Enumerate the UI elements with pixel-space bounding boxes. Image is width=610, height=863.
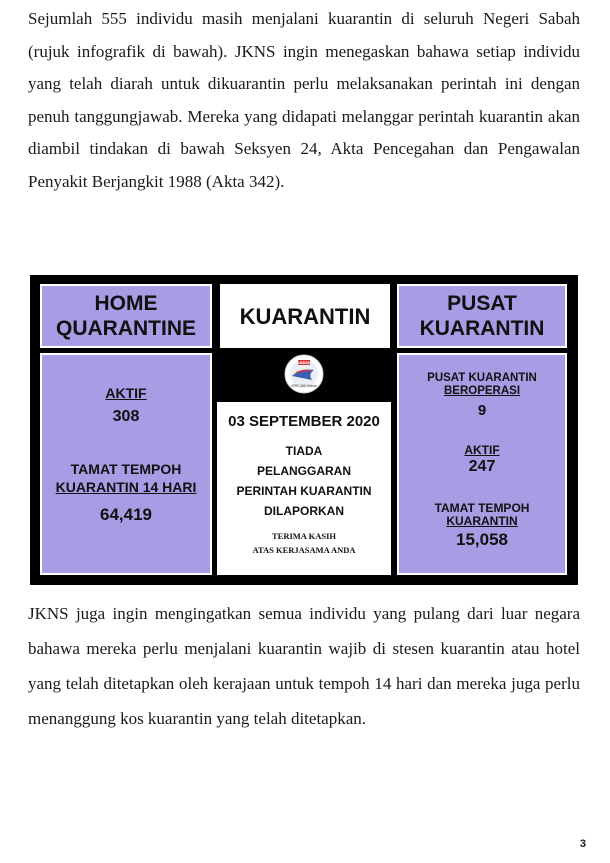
beroperasi-line2: BEROPERASI <box>443 385 521 397</box>
cprc-sabah-logo-icon <box>284 354 324 394</box>
thanks-line2: ATAS KERJASAMA ANDA <box>252 545 356 555</box>
home-tamat-value: 64,419 <box>100 505 152 524</box>
logo-text-top: SABAH <box>297 361 311 366</box>
pusat-title-line1: PUSAT <box>447 292 517 315</box>
pusat-tamat-line2: KUARANTIN <box>446 514 518 528</box>
home-tamat-line2: KUARANTIN 14 HARI <box>55 479 197 495</box>
home-title-line2: QUARANTINE <box>56 317 196 340</box>
paragraph-travel-quarantine: JKNS juga ingin mengingatkan semua individu yang pulang dari luar negara bahawa mereka perlu menjalani kuarantin wajib di stesen kuarantin atau hotel yang telah ditetapkan oleh kerajaan untuk tempoh 14 hari dan mereka juga perlu menanggung kos kuarantin yang telah ditetapkan. <box>28 604 580 728</box>
message-line2: PELANGGARAN <box>256 464 351 478</box>
center-announcement-panel <box>217 402 391 575</box>
thanks-line1: TERIMA KASIH <box>272 531 336 541</box>
pusat-tamat-value: 15,058 <box>456 530 508 549</box>
pusat-aktif-value: 247 <box>468 458 496 475</box>
home-quarantine-header <box>40 284 212 348</box>
page-number: 3 <box>579 838 586 850</box>
pusat-kuarantin-header <box>397 284 567 348</box>
pusat-kuarantin-panel <box>397 353 567 575</box>
paragraph-quarantine-count: Sejumlah 555 individu masih menjalani kuarantin di seluruh Negeri Sabah (rujuk infografik di bawah). JKNS ingin menegaskan bahawa setiap individu yang telah diarah untuk dikuarantin perlu melaksanakan perintah ini dengan penuh tanggungjawab. Mereka yang didapati melanggar perintah kuarantin akan diambil tindakan di bawah Seksyen 24, Akta Pencegahan dan Pengawalan Penyakit Berjangkit 1988 (Akta 342). <box>28 9 580 191</box>
logo-text-bottom: CPRC JKN Sabah <box>291 384 317 388</box>
kuarantin-title: KUARANTIN <box>239 303 371 329</box>
message-line3: PERINTAH KUARANTIN <box>236 484 372 498</box>
report-date: 03 SEPTEMBER 2020 <box>228 413 380 430</box>
pusat-title-line2: KUARANTIN <box>419 317 545 340</box>
kuarantin-header <box>220 284 390 348</box>
home-tamat-line1: TAMAT TEMPOH <box>70 461 182 477</box>
message-line1: TIADA <box>285 444 323 458</box>
home-aktif-label: AKTIF <box>105 385 147 401</box>
pusat-tamat-line1: TAMAT TEMPOH <box>434 501 530 515</box>
message-line4: DILAPORKAN <box>264 504 344 518</box>
quarantine-infographic <box>30 275 578 585</box>
pusat-aktif-label: AKTIF <box>464 443 500 457</box>
home-title-line1: HOME <box>94 292 158 315</box>
beroperasi-line1: PUSAT KUARANTIN <box>427 372 537 384</box>
home-aktif-value: 308 <box>112 408 140 425</box>
beroperasi-value: 9 <box>477 402 487 419</box>
home-quarantine-panel <box>40 353 212 575</box>
